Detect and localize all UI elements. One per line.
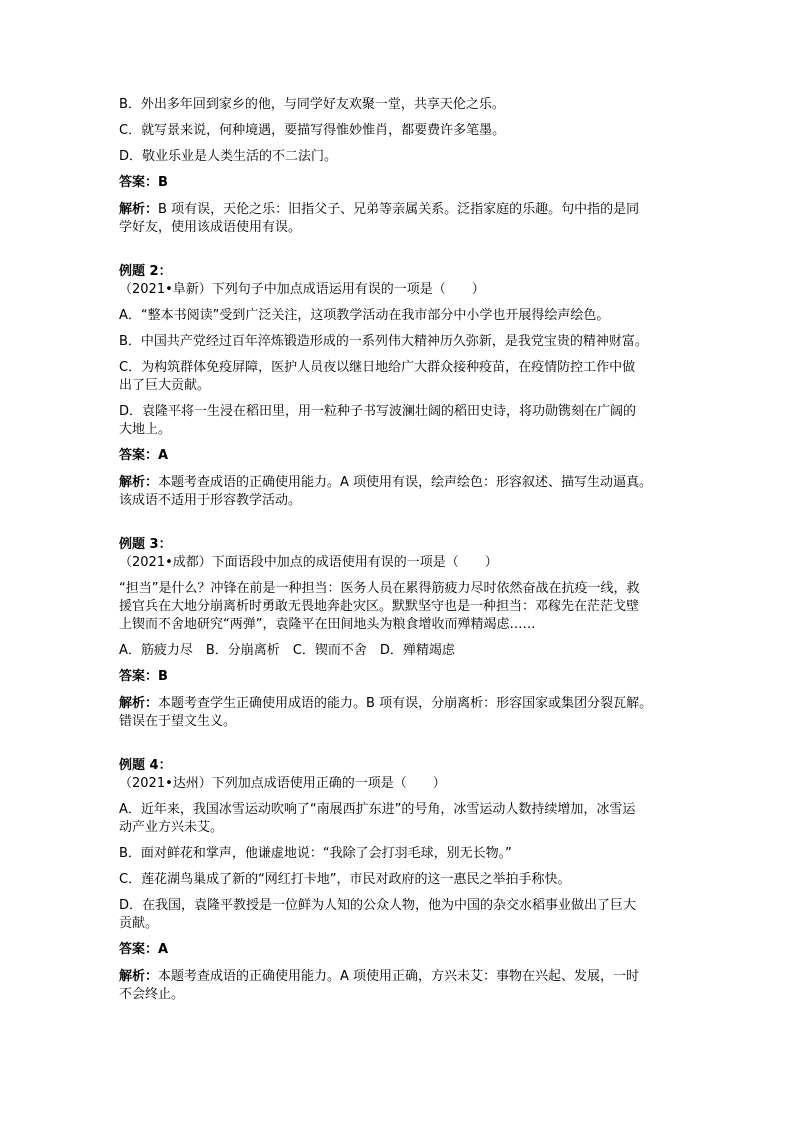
example-2-answer-line [119, 446, 679, 466]
example-2-question: （2021•阜新）下列句子中加点成语运用有误的一项是（ ） [119, 282, 485, 297]
analysis-label: 解析： [119, 475, 159, 490]
example-4-option-d-line-1: D．在我国，袁隆平教授是一位鲜为人知的公众人物，他为中国的杂交水稻事业做出了巨大 [119, 898, 637, 913]
option-b: B．外出多年回到家乡的他，与同学好友欢聚一堂，共享天伦之乐。 [119, 97, 505, 112]
example-3-answer-line [119, 667, 679, 687]
example-3-analysis-line-1 [119, 694, 679, 714]
answer-label: 答案： [119, 669, 159, 684]
example-3-title: 例题 3： [119, 537, 172, 552]
example-3-paragraph-line-3: 上锲而不舍地研究“两弹”，袁隆平在田间地头为粮食增收而殚精竭虑…… [119, 617, 536, 632]
example-4-answer-line [119, 940, 679, 960]
example-2-title: 例题 2： [119, 264, 172, 279]
example-4-title: 例题 4： [119, 758, 172, 773]
answer-value: B [158, 669, 168, 684]
example-4-option-c: C．莲花湖鸟巢成了新的“网红打卡地”，市民对政府的这一惠民之举拍手称快。 [119, 872, 571, 887]
analysis-label: 解析： [119, 696, 159, 711]
answer-value: A [158, 448, 169, 463]
analysis-label: 解析： [119, 202, 159, 217]
answer-label: 答案： [119, 175, 159, 190]
example-3-paragraph-line-1: “担当”是什么？冲锋在前是一种担当：医务人员在累得筋疲力尽时依然奋战在抗疫一线，救 [119, 581, 640, 596]
option-d: D．敬业乐业是人类生活的不二法门。 [119, 149, 338, 164]
example-4-option-d-line-2: 贡献。 [119, 916, 159, 931]
analysis-text: 本题考查成语的正确使用能力。A 项使用正确，方兴未艾：事物在兴起、发展，一时 [158, 969, 640, 984]
example-3-paragraph-line-2: 援官兵在大地分崩离析时勇敢无畏地奔赴灾区。默默坚守也是一种担当：邓稼先在茫茫戈壁 [119, 599, 640, 614]
answer-value: B [158, 175, 168, 190]
example-4-option-a-line-2: 动产业方兴未艾。 [119, 820, 224, 835]
example-4-option-b: B．面对鲜花和掌声，他谦虚地说：“我除了会打羽毛球，别无长物。” [119, 846, 512, 861]
analysis-text: 本题考查学生正确使用成语的能力。B 项有误，分崩离析：形容国家或集团分裂瓦解。 [158, 696, 653, 711]
example-3-options: A．筋疲力尽 B．分崩离析 C．锲而不舍 D．殚精竭虑 [119, 643, 455, 658]
answer-label: 答案： [119, 448, 159, 463]
example-2-option-d-line-1: D．袁隆平将一生浸在稻田里，用一粒种子书写波澜壮阔的稻田史诗，将功勋镌刻在广阔的 [119, 404, 637, 419]
analysis-line-2: 学好友，使用该成语使用有误。 [119, 220, 302, 235]
example-2-option-d-line-2: 大地上。 [119, 422, 172, 437]
example-4-option-a-line-1: A．近年来，我国冰雪运动吹响了“南展西扩东进”的号角，冰雪运动人数持续增加，冰雪运 [119, 802, 636, 817]
example-2-analysis-line-2: 该成语不适用于形容教学活动。 [119, 493, 302, 508]
analysis-text: B 项有误，天伦之乐：旧指父子、兄弟等亲属关系。泛指家庭的乐趣。句中指的是同 [158, 202, 640, 217]
example-3-analysis-line-2: 错误在于望文生义。 [119, 714, 237, 729]
example-4-analysis-line-1 [119, 967, 679, 987]
answer-label: 答案： [119, 942, 159, 957]
answer-line [119, 173, 679, 193]
example-2-option-c-line-2: 出了巨大贡献。 [119, 378, 211, 393]
example-2-option-c-line-1: C．为构筑群体免疫屏障，医护人员夜以继日地给广大群众接种疫苗，在疫情防控工作中做 [119, 360, 636, 375]
example-4-analysis-line-2: 不会终止。 [119, 987, 185, 1002]
answer-value: A [158, 942, 169, 957]
option-c: C．就写景来说，何种境遇，要描写得惟妙惟肖，都要费许多笔墨。 [119, 123, 506, 138]
example-2-analysis-line-1 [119, 473, 679, 493]
analysis-line-1 [119, 200, 679, 220]
example-4-question: （2021•达州）下列加点成语使用正确的一项是（ ） [119, 776, 446, 791]
example-2-option-b: B．中国共产党经过百年淬炼锻造形成的一系列伟大精神历久弥新，是我党宝贵的精神财富。 [119, 334, 648, 349]
analysis-label: 解析： [119, 969, 159, 984]
example-2-option-a: A．“整本书阅读”受到广泛关注，这项教学活动在我市部分中小学也开展得绘声绘色。 [119, 308, 610, 323]
example-3-question: （2021•成都）下面语段中加点的成语使用有误的一项是（ ） [119, 555, 498, 570]
analysis-text: 本题考查成语的正确使用能力。A 项使用有误，绘声绘色：形容叙述、描写生动逼真。 [158, 475, 653, 490]
